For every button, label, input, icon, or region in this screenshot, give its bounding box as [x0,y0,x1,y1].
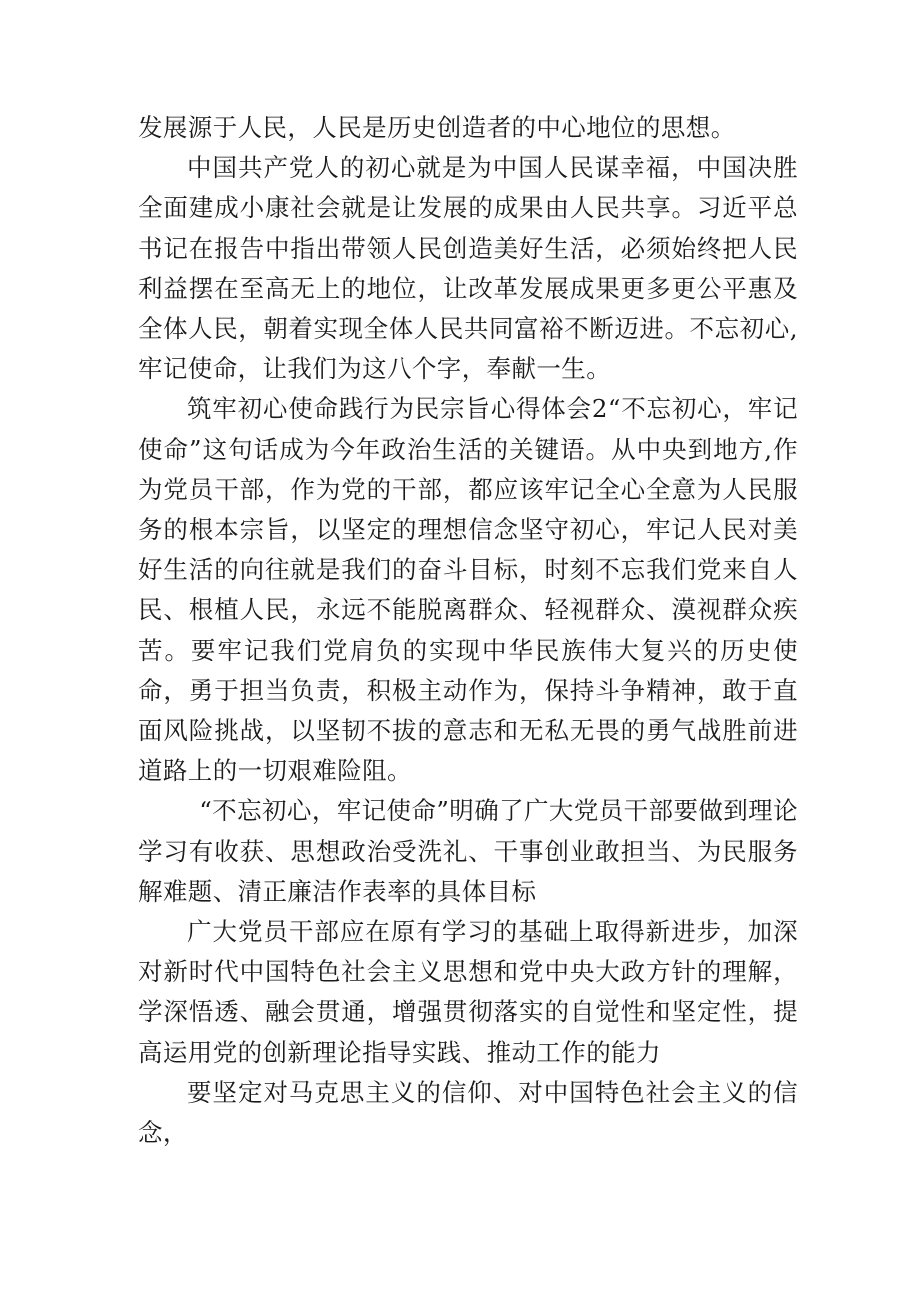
paragraph-2: 中国共产党人的初心就是为中国人民谋幸福，中国决胜全面建成小康社会就是让发展的成果由人民共享。习近平总书记在报告中指出带领人民创造美好生活，必须始终把人民利益摆在至高无上的地位，让改革发展成果更多更公平惠及全体人民，朝着实现全体人民共同富裕不断迈进。不忘初心,牢记使命，让我们为这八个字，奉献一生。 [138,153,798,384]
paragraph-4: “不忘初心，牢记使命”明确了广大党员干部要做到理论学习有收获、思想政治受洗礼、干事创业敢担当、为民服务解难题、清正廉洁作表率的具体目标 [138,796,798,906]
body-text [138,108,798,1153]
paragraph-6: 要坚定对马克思主义的信仰、对中国特色社会主义的信念， [138,1077,798,1148]
paragraph-3: 筑牢初心使命践行为民宗旨心得体会2“不忘初心，牢记使命”这句话成为今年政治生活的关键语。从中央到地方,作为党员干部，作为党的干部，都应该牢记全心全意为人民服务的根本宗旨，以坚定的理想信念坚守初心，牢记人民对美好生活的向往就是我们的奋斗目标，时刻不忘我们党来自人民、根植人民，永远不能脱离群众、轻视群众、漠视群众疾苦。要牢记我们党肩负的实现中华民族伟大复兴的历史使命，勇于担当负责，积极主动作为，保持斗争精神，敢于直面风险挑战，以坚韧不拔的意志和无私无畏的勇气战胜前进道路上的一切艰难险阻。 [138,394,798,786]
paragraph-1: 发展源于人民，人民是历史创造者的中心地位的思想。 [138,113,736,142]
paragraph-5: 广大党员干部应在原有学习的基础上取得新进步，加深对新时代中国特色社会主义思想和党中央大政方针的理解，学深悟透、融会贯通，增强贯彻落实的自觉性和坚定性，提高运用党的创新理论指导实践、推动工作的能力 [138,917,798,1067]
